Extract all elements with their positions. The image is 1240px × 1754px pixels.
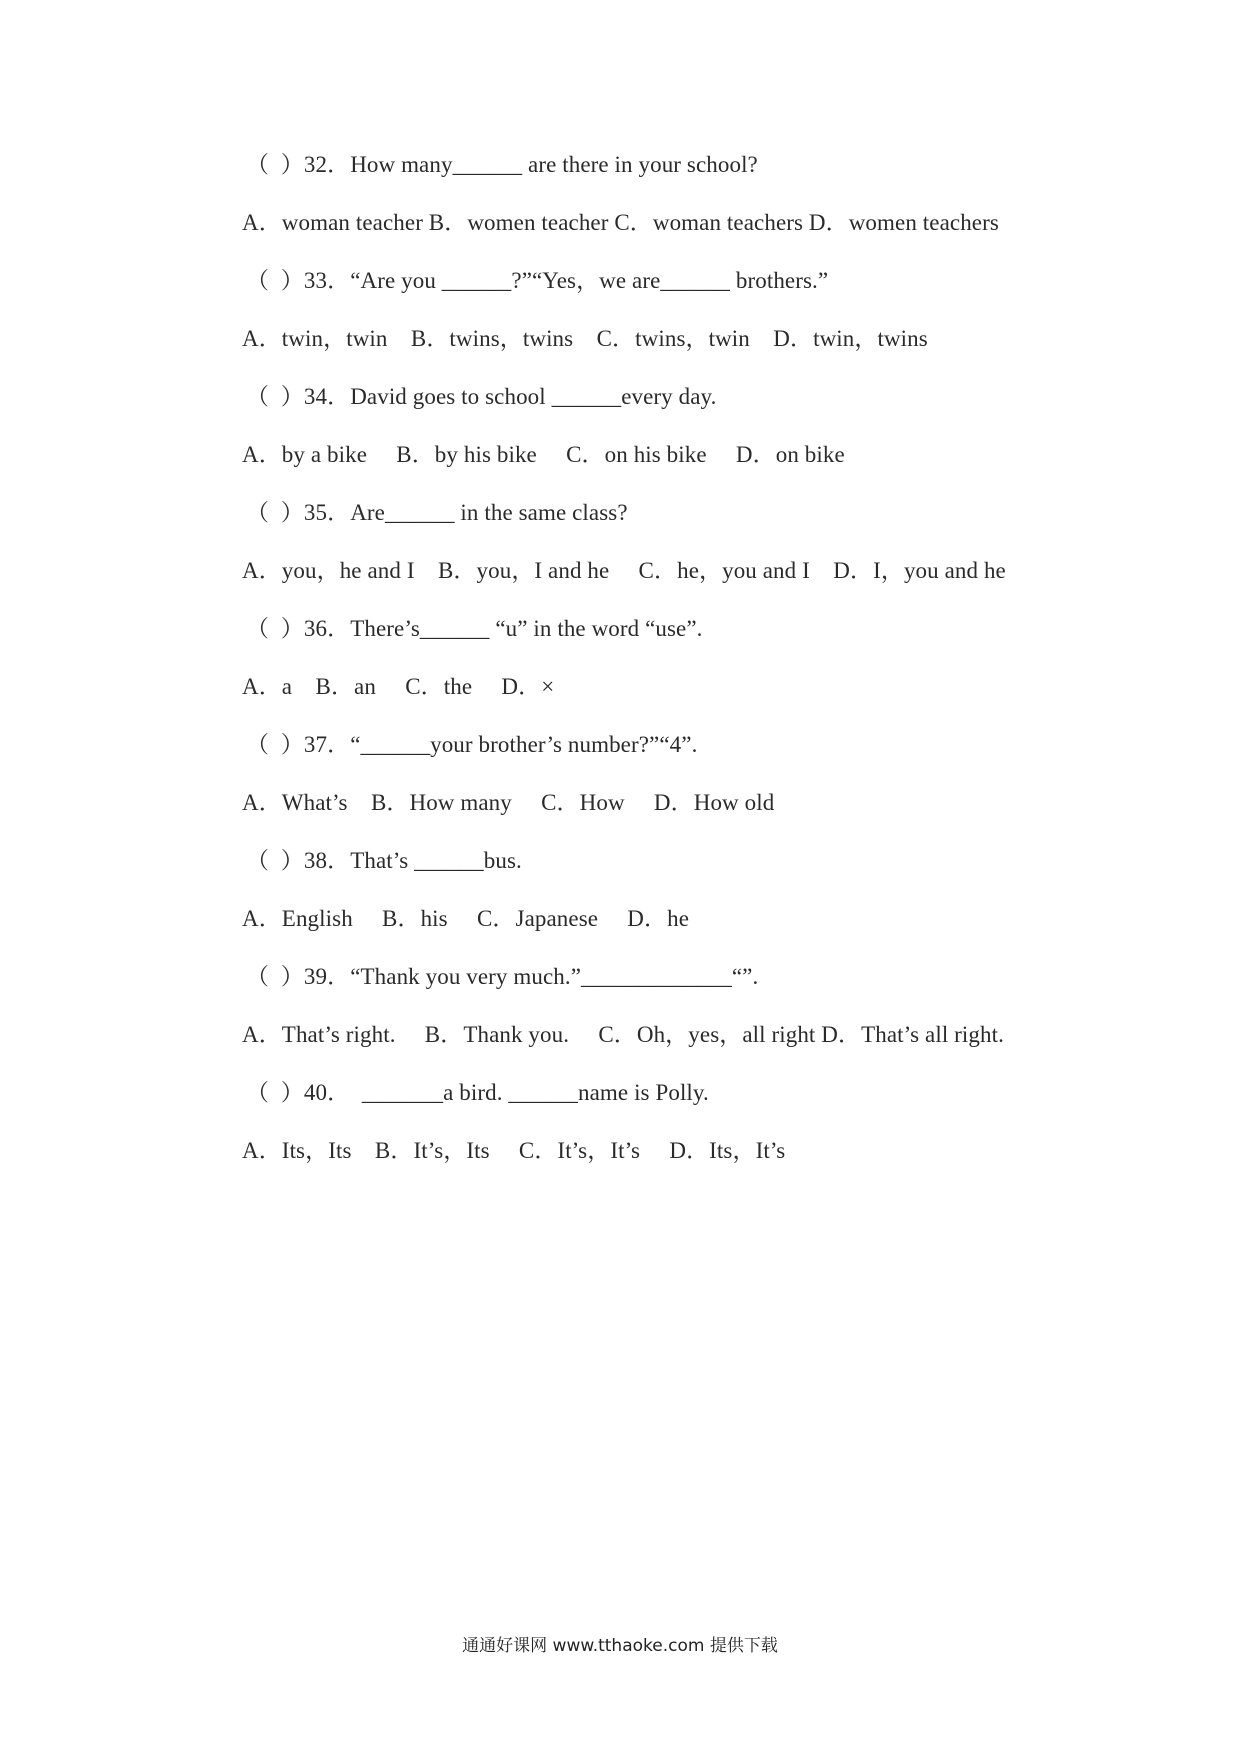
question-38-options: A．English B．his C．Japanese D．he (242, 906, 690, 931)
question-40: （ ）40． _______a bird. ______name is Polly. (246, 1080, 709, 1105)
question-37: （ ）37．“______your brother’s number?”“4”. (246, 732, 698, 757)
question-38: （ ）38．That’s ______bus. (246, 848, 522, 873)
question-33-options: A．twin，twin B．twins，twins C．twins，twin D．twin，twins (242, 326, 928, 351)
footer-source-note: 通通好课网 www.tthaoke.com 提供下载 (462, 1636, 778, 1656)
question-35: （ ）35．Are______ in the same class? (246, 500, 628, 525)
question-36-options: A．a B．an C．the D．× (242, 674, 555, 699)
question-39-options: A．That’s right. B．Thank you. C．Oh，yes，all right D．That’s all right. (242, 1022, 1004, 1047)
question-40-options: A．Its，Its B．It’s，Its C．It’s，It’s D．Its，It’s (242, 1138, 786, 1163)
question-39: （ ）39．“Thank you very much.”_____________“”. (246, 964, 759, 989)
question-36: （ ）36．There’s______ “u” in the word “use”. (246, 616, 703, 641)
question-34: （ ）34．David goes to school ______every day. (246, 384, 717, 409)
question-34-options: A．by a bike B．by his bike C．on his bike D．on bike (242, 442, 845, 467)
question-37-options: A．What’s B．How many C．How D．How old (242, 790, 775, 815)
question-32: （ ）32．How many______ are there in your school? (246, 152, 758, 177)
question-33: （ ）33．“Are you ______?”“Yes，we are______ brothers.” (246, 268, 829, 293)
question-32-options: A．woman teacher B．women teacher C．woman teachers D．women teachers (242, 210, 999, 235)
question-35-options: A．you，he and I B．you，I and he C．he，you and I D．I，you and he (242, 558, 1006, 583)
